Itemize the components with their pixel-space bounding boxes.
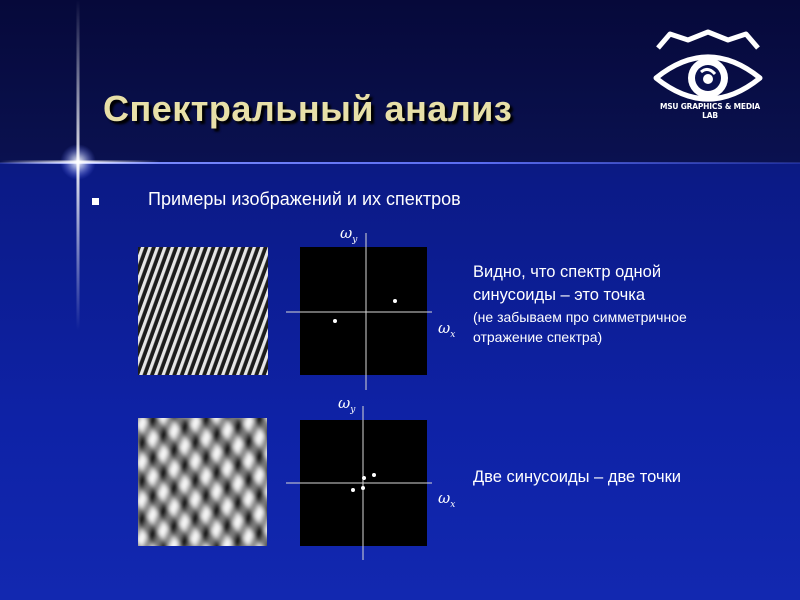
- spectrum-2-x-label: $\omega_x$: [438, 489, 456, 510]
- note-single-sinusoid: [473, 261, 687, 347]
- spectrum-1-x-label: $\omega_x$: [438, 319, 456, 340]
- note-1-line-3: (не забываем про симметричное: [473, 309, 687, 325]
- spectrum-2-peak-a: [372, 473, 376, 477]
- bullet-text: Примеры изображений и их спектров: [148, 189, 461, 209]
- slide-title: Спектральный анализ: [103, 88, 513, 129]
- spectrum-2-y-label: $\omega_y$: [338, 394, 356, 415]
- spectrum-2-peak-b: [362, 476, 366, 480]
- sinusoid-image-2: [128, 408, 278, 556]
- note-1-line-1: Видно, что спектр одной: [473, 263, 662, 281]
- spectrum-2-peak-a-mirror: [351, 488, 355, 492]
- spectrum-2-peak-b-mirror: [361, 486, 365, 490]
- spectrum-1-peak-mirror: [333, 319, 337, 323]
- note-2-line-1: Две синусоиды – две точки: [473, 468, 682, 486]
- spectrum-1-peak: [393, 299, 397, 303]
- logo-caption: MSU GRAPHICS & MEDIA LAB: [659, 102, 761, 120]
- spectrum-1-y-label: $\omega_y$: [340, 224, 358, 245]
- note-1-line-4: отражение спектра): [473, 329, 603, 345]
- note-two-sinusoids: [473, 466, 681, 489]
- sinusoid-image-1: [138, 247, 268, 375]
- spectrum-panel-1: [300, 247, 427, 375]
- note-1-line-2: синусоиды – это точка: [473, 286, 646, 304]
